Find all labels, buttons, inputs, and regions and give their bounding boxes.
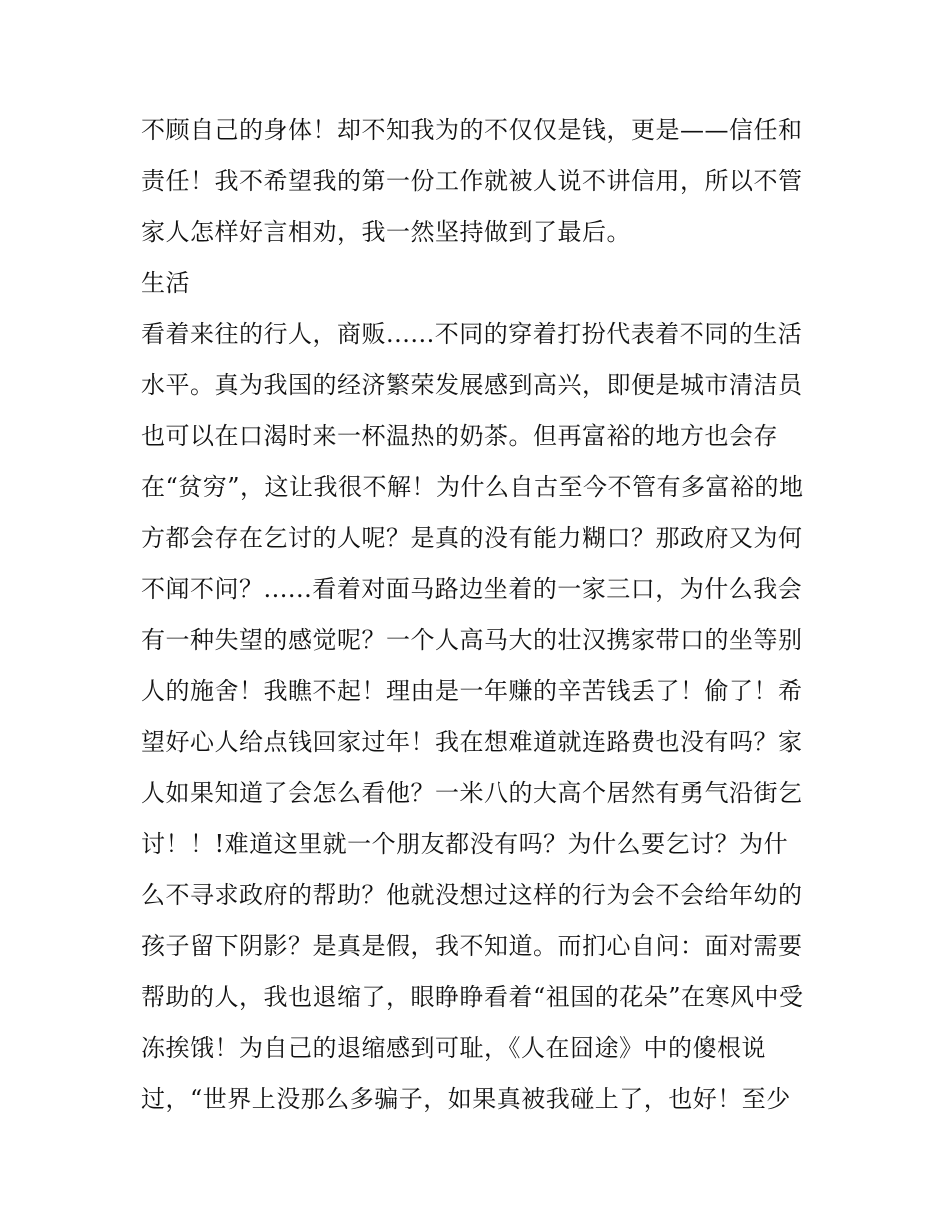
text-line: 人如果知道了会怎么看他？一米八的大高个居然有勇气沿街乞 (141, 779, 803, 807)
text-line: 方都会存在乞讨的人呢？是真的没有能力糊口？那政府又为何 (141, 524, 803, 552)
text-line: 不顾自己的身体！却不知我为的不仅仅是钱，更是——信任和 (141, 116, 803, 144)
text-line: 望好心人给点钱回家过年！我在想难道就连路费也没有吗？家 (141, 728, 803, 756)
text-line: 在“贫穷”，这让我很不解！为什么自古至今不管有多富裕的地 (141, 473, 804, 501)
text-line: 人的施舍！我瞧不起！理由是一年赚的辛苦钱丢了！偷了！希 (141, 677, 803, 705)
section-heading: 生活 (141, 269, 190, 297)
text-line: 孩子留下阴影？是真是假，我不知道。而扪心自问：面对需要 (141, 932, 803, 960)
text-line: 过，“世界上没那么多骗子，如果真被我碰上了，也好！至少 (141, 1085, 791, 1113)
text-line: 帮助的人，我也退缩了，眼睁睁看着“祖国的花朵”在寒风中受 (141, 983, 804, 1011)
text-line: 不闻不问？......看着对面马路边坐着的一家三口，为什么我会 (141, 575, 803, 603)
text-line: 冻挨饿！为自己的退缩感到可耻，《人在囧途》中的傻根说 (141, 1034, 766, 1062)
text-line: 也可以在口渴时来一杯温热的奶茶。但再富裕的地方也会存 (141, 422, 778, 450)
text-line: 看着来往的行人，商贩......不同的穿着打扮代表着不同的生活 (141, 320, 803, 348)
text-line: 讨！！!难道这里就一个朋友都没有吗？为什么要乞讨？为什 (141, 830, 789, 858)
text-line: 责任！我不希望我的第一份工作就被人说不讲信用，所以不管 (141, 167, 803, 195)
text-line: 么不寻求政府的帮助？他就没想过这样的行为会不会给年幼的 (141, 881, 803, 909)
text-line: 水平。真为我国的经济繁荣发展感到高兴，即便是城市清洁员 (141, 371, 803, 399)
text-line: 有一种失望的感觉呢？一个人高马大的壮汉携家带口的坐等别 (141, 626, 803, 654)
text-line: 家人怎样好言相劝，我一然坚持做到了最后。 (141, 218, 631, 246)
